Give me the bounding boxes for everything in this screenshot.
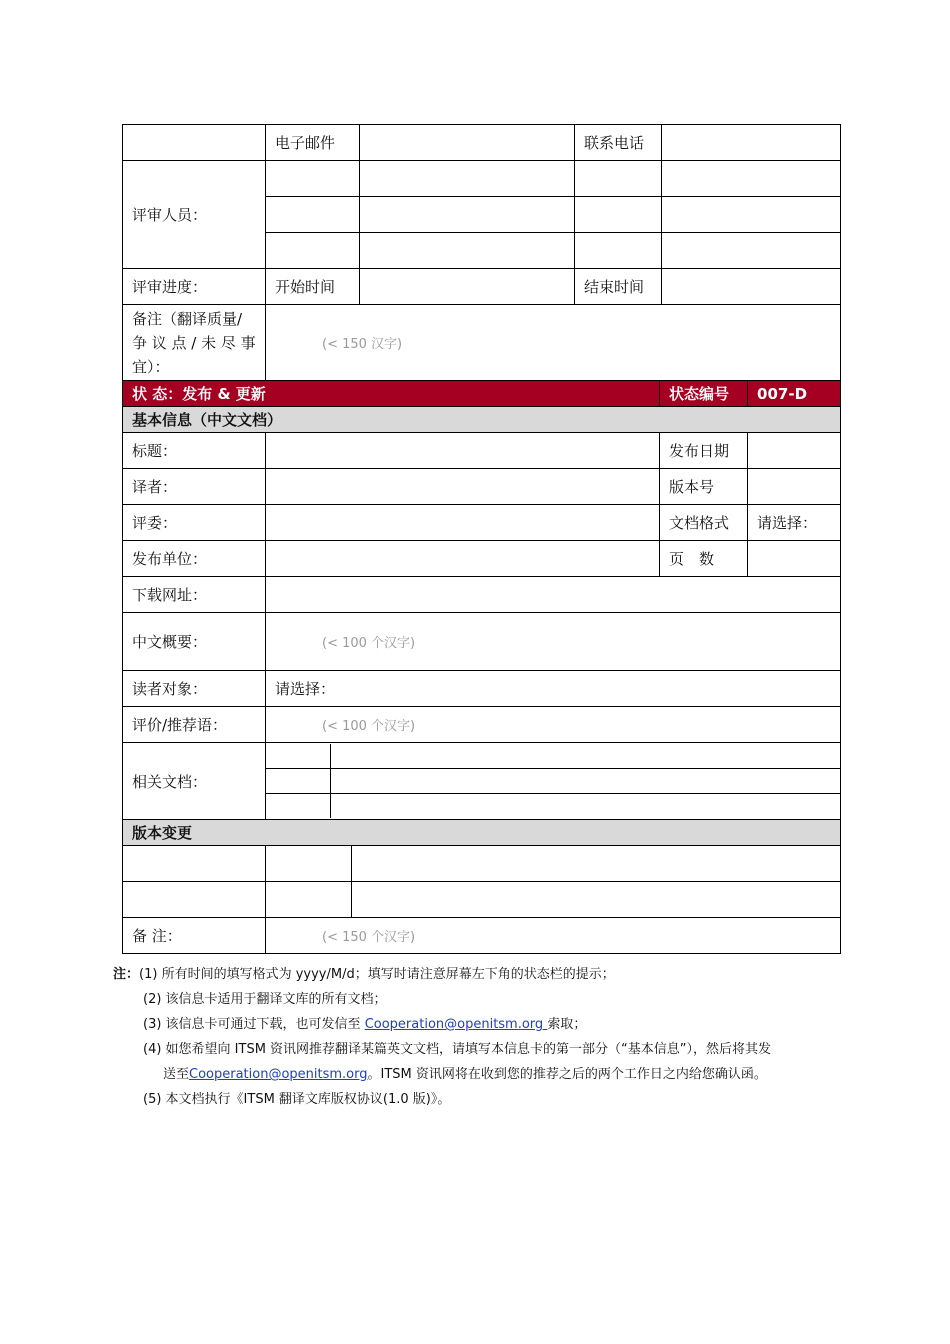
version-change-header: 版本变更 bbox=[123, 820, 841, 846]
status-code: 007-D bbox=[748, 381, 841, 407]
cell-empty bbox=[123, 125, 266, 161]
related-docs-grid bbox=[266, 744, 840, 818]
progress-label: 评审进度： bbox=[123, 269, 266, 305]
audience-label: 读者对象： bbox=[123, 671, 266, 707]
start-time-field[interactable] bbox=[360, 269, 575, 305]
email-label: 电子邮件 bbox=[266, 125, 360, 161]
reviewer-email-field[interactable] bbox=[360, 233, 575, 269]
pages-field[interactable] bbox=[748, 541, 841, 577]
phone-label: 联系电话 bbox=[575, 125, 662, 161]
notes-prefix: 注： bbox=[113, 967, 140, 982]
info-card-table bbox=[122, 124, 841, 954]
publisher-label: 发布单位： bbox=[123, 541, 266, 577]
end-time-field[interactable] bbox=[662, 269, 841, 305]
related-docs bbox=[266, 743, 841, 820]
related-doc-id-field[interactable] bbox=[266, 744, 330, 769]
start-time-label: 开始时间 bbox=[266, 269, 360, 305]
reviewer-col3-field[interactable] bbox=[575, 197, 662, 233]
title-label: 标题： bbox=[123, 433, 266, 469]
reviewer-phone-field[interactable] bbox=[662, 161, 841, 197]
reviewer-phone-field[interactable] bbox=[662, 197, 841, 233]
change-date-field[interactable] bbox=[123, 882, 266, 918]
reviewer-field[interactable] bbox=[266, 505, 660, 541]
email-field[interactable] bbox=[360, 125, 575, 161]
end-time-label: 结束时间 bbox=[575, 269, 662, 305]
note-5: (5) 本文档执行《ITSM 翻译文库版权协议(1.0 版)》。 bbox=[143, 1092, 451, 1107]
reviewers-label: 评审人员： bbox=[123, 161, 266, 269]
change-note-field[interactable]: (< 150 个汉字) bbox=[266, 918, 841, 954]
remark-label-line1: 备注（翻译质量/ bbox=[132, 309, 243, 328]
summary-label: 中文概要： bbox=[123, 613, 266, 671]
reviewer-col3-field[interactable] bbox=[575, 161, 662, 197]
reviewer-name-field[interactable] bbox=[266, 197, 360, 233]
basic-info-header: 基本信息（中文文档） bbox=[123, 407, 841, 433]
audience-select[interactable]: 请选择： bbox=[266, 671, 841, 707]
translator-label: 译者： bbox=[123, 469, 266, 505]
download-label: 下载网址： bbox=[123, 577, 266, 613]
related-doc-title-field[interactable] bbox=[330, 769, 840, 794]
related-doc-title-field[interactable] bbox=[330, 794, 840, 819]
doc-format-select[interactable]: 请选择： bbox=[748, 505, 841, 541]
email-link[interactable]: Cooperation@openitsm.org bbox=[364, 1017, 548, 1032]
related-doc-id-field[interactable] bbox=[266, 769, 330, 794]
reviewer-name-field[interactable] bbox=[266, 161, 360, 197]
note-3 bbox=[113, 1012, 853, 1037]
summary-field[interactable]: (< 100 个汉字) bbox=[266, 613, 841, 671]
recommend-field[interactable]: (< 100 个汉字) bbox=[266, 707, 841, 743]
related-doc-id-field[interactable] bbox=[266, 794, 330, 819]
status-label: 状 态：发布 & 更新 bbox=[123, 381, 660, 407]
note-1 bbox=[113, 962, 853, 987]
reviewer-label: 评委： bbox=[123, 505, 266, 541]
reviewer-email-field[interactable] bbox=[360, 161, 575, 197]
note-3-text-a: (3) 该信息卡可通过下载，也可发信至 bbox=[143, 1017, 365, 1032]
doc-format-label: 文档格式 bbox=[660, 505, 748, 541]
remark-label-line3: 宜）： bbox=[132, 357, 170, 376]
change-desc-field[interactable] bbox=[352, 882, 841, 918]
remark-field[interactable]: (< 150 汉字) bbox=[266, 305, 841, 381]
change-version-field[interactable] bbox=[266, 846, 352, 882]
remark-label-line2: 争 议 点 / 未 尽 事 bbox=[132, 333, 256, 352]
translator-field[interactable] bbox=[266, 469, 660, 505]
reviewer-col3-field[interactable] bbox=[575, 233, 662, 269]
notes bbox=[113, 962, 853, 1112]
pub-date-label: 发布日期 bbox=[660, 433, 748, 469]
pub-date-field[interactable] bbox=[748, 433, 841, 469]
publisher-field[interactable] bbox=[266, 541, 660, 577]
change-version-field[interactable] bbox=[266, 882, 352, 918]
note-1-text: (1) 所有时间的填写格式为 yyyy/M/d；填写时请注意屏幕左下角的状态栏的提示； bbox=[139, 967, 615, 982]
reviewer-name-field[interactable] bbox=[266, 233, 360, 269]
note-4-cont bbox=[113, 1062, 853, 1087]
note-2: (2) 该信息卡适用于翻译文库的所有文档； bbox=[143, 992, 387, 1007]
recommend-label: 评价/推荐语： bbox=[123, 707, 266, 743]
phone-field[interactable] bbox=[662, 125, 841, 161]
pages-label: 页 数 bbox=[660, 541, 748, 577]
related-doc-title-field[interactable] bbox=[330, 744, 840, 769]
email-link-2[interactable]: Cooperation@openitsm.org bbox=[189, 1067, 368, 1082]
version-field[interactable] bbox=[748, 469, 841, 505]
change-date-field[interactable] bbox=[123, 846, 266, 882]
version-label: 版本号 bbox=[660, 469, 748, 505]
title-field[interactable] bbox=[266, 433, 660, 469]
download-field[interactable] bbox=[266, 577, 841, 613]
note-4-text-c: 。ITSM 资讯网将在收到您的推荐之后的两个工作日之内给您确认函。 bbox=[367, 1067, 767, 1082]
note-3-text-b: 索取； bbox=[547, 1017, 587, 1032]
reviewer-phone-field[interactable] bbox=[662, 233, 841, 269]
related-label: 相关文档： bbox=[123, 743, 266, 820]
reviewer-email-field[interactable] bbox=[360, 197, 575, 233]
change-desc-field[interactable] bbox=[352, 846, 841, 882]
remark-label bbox=[123, 305, 266, 381]
note-4: (4) 如您希望向 ITSM 资讯网推荐翻译某篇英文文档，请填写本信息卡的第一部分（“基本信息”），然后将其发 bbox=[143, 1042, 772, 1057]
note-4-text-b: 送至 bbox=[163, 1067, 190, 1082]
change-note-label: 备 注： bbox=[123, 918, 266, 954]
status-code-label: 状态编号 bbox=[660, 381, 748, 407]
